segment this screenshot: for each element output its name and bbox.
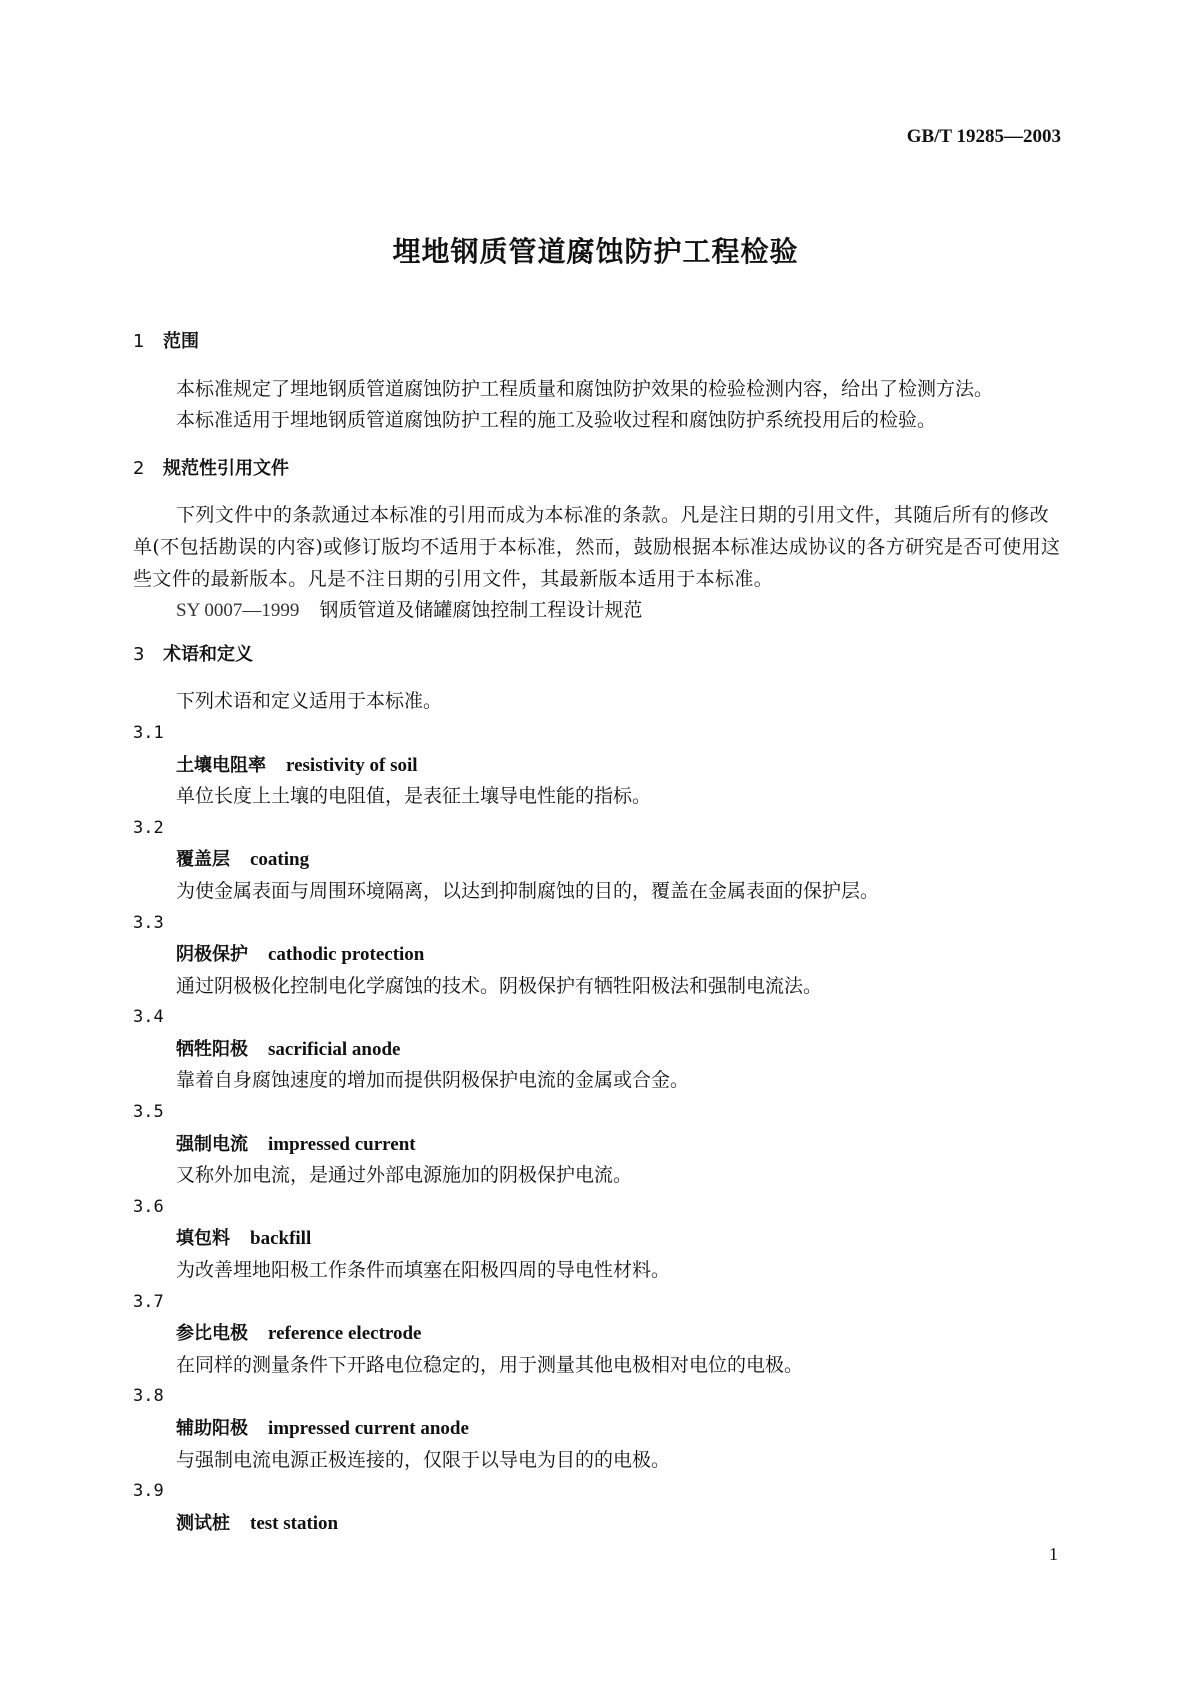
term-chinese: 参比电极: [176, 1323, 248, 1345]
term-definition: 为使金属表面与周围环境隔离，以达到抑制腐蚀的目的，覆盖在金属表面的保护层。: [176, 879, 880, 902]
clause-number: 3.1: [133, 722, 164, 743]
page-number: 1: [1049, 1544, 1058, 1564]
term-english: backfill: [250, 1228, 312, 1250]
term-chinese: 阴极保护: [176, 944, 248, 966]
paragraph: 本标准适用于埋地钢质管道腐蚀防护工程的施工及验收过程和腐蚀防护系统投用后的检验。: [176, 409, 937, 432]
paragraph: 下列文件中的条款通过本标准的引用而成为本标准的条款。凡是注日期的引用文件，其随后所有的修改单(不包括勘误的内容)或修订版均不适用于本标准，然而，鼓励根据本标准达成协议的各方研究是否可使用这些文件的最新版本。凡是不注日期的引用文件，其最新版本适用于本标准。: [133, 504, 1061, 590]
term-entry: [133, 718, 1063, 813]
term-heading: [133, 1034, 1063, 1066]
document-title: 埋地钢质管道腐蚀防护工程检验: [392, 235, 799, 268]
term-entry: [133, 813, 1063, 908]
term-chinese: 强制电流: [176, 1133, 248, 1155]
term-entry: [133, 1097, 1063, 1192]
section-title: 术语和定义: [163, 643, 253, 665]
term-english: reference electrode: [268, 1323, 422, 1345]
paragraph: 本标准规定了埋地钢质管道腐蚀防护工程质量和腐蚀防护效果的检验检测内容，给出了检测方法。: [176, 377, 994, 400]
term-heading: [133, 1223, 1063, 1255]
term-definition: 又称外加电流，是通过外部电源施加的阴极保护电流。: [176, 1164, 633, 1187]
term-heading: [133, 844, 1063, 876]
term-english: sacrificial anode: [268, 1038, 401, 1060]
section-number: 3: [133, 643, 145, 665]
clause-number: 3.2: [133, 817, 164, 838]
term-definition: 通过阴极极化控制电化学腐蚀的技术。阴极保护有牺牲阳极法和强制电流法。: [176, 974, 823, 997]
term-entry: [133, 1192, 1063, 1287]
standard-number: GB/T 19285—2003: [906, 126, 1061, 147]
document-body: [133, 326, 1063, 1539]
section-number: 2: [133, 457, 145, 479]
term-chinese: 土壤电阻率: [176, 754, 266, 776]
term-heading: [133, 939, 1063, 971]
reference-code: SY 0007—1999: [176, 600, 300, 622]
term-heading: [133, 750, 1063, 782]
clause-number: 3.4: [133, 1007, 164, 1028]
term-english: resistivity of soil: [286, 754, 418, 776]
term-chinese: 填包料: [176, 1228, 230, 1250]
term-entry: [133, 1381, 1063, 1476]
terms-list: [133, 718, 1063, 1539]
term-entry: [133, 908, 1063, 1003]
term-english: impressed current anode: [268, 1418, 469, 1439]
term-english: test station: [250, 1512, 339, 1534]
clause-number: 3.9: [133, 1481, 164, 1502]
section-heading-1: [133, 326, 1063, 358]
section-title: 规范性引用文件: [163, 457, 289, 479]
term-heading: [133, 1318, 1063, 1350]
term-heading: [133, 1508, 1063, 1540]
term-definition: 与强制电流电源正极连接的，仅限于以导电为目的的电极。: [176, 1448, 671, 1471]
normative-reference: [133, 595, 1063, 627]
term-chinese: 牺牲阳极: [176, 1038, 248, 1060]
term-chinese: 覆盖层: [176, 849, 230, 871]
term-entry: [133, 1002, 1063, 1097]
clause-number: 3.8: [133, 1386, 164, 1407]
term-chinese: 测试桩: [176, 1512, 230, 1534]
section-title: 范围: [163, 331, 199, 352]
term-definition: 为改善埋地阳极工作条件而填塞在阳极四周的导电性材料。: [176, 1259, 671, 1282]
clause-number: 3.6: [133, 1196, 164, 1217]
section-heading-3: [133, 639, 1063, 671]
clause-number: 3.7: [133, 1291, 164, 1312]
term-heading: [133, 1413, 1063, 1445]
term-entry: [133, 1476, 1063, 1539]
term-english: impressed current: [268, 1133, 416, 1155]
term-definition: 靠着自身腐蚀速度的增加而提供阴极保护电流的金属或合金。: [176, 1069, 690, 1092]
paragraph: 下列术语和定义适用于本标准。: [176, 690, 443, 713]
reference-title: 钢质管道及储罐腐蚀控制工程设计规范: [319, 599, 643, 622]
term-definition: 单位长度上土壤的电阻值，是表征土壤导电性能的指标。: [176, 785, 652, 808]
clause-number: 3.3: [133, 912, 164, 933]
term-english: coating: [250, 849, 310, 871]
term-definition: 在同样的测量条件下开路电位稳定的，用于测量其他电极相对电位的电极。: [176, 1353, 804, 1376]
clause-number: 3.5: [133, 1102, 164, 1123]
term-chinese: 辅助阳极: [176, 1418, 248, 1439]
term-heading: [133, 1129, 1063, 1161]
term-entry: [133, 1287, 1063, 1382]
term-english: cathodic protection: [268, 944, 425, 966]
section-number: 1: [133, 331, 145, 352]
section-heading-2: [133, 453, 1063, 485]
